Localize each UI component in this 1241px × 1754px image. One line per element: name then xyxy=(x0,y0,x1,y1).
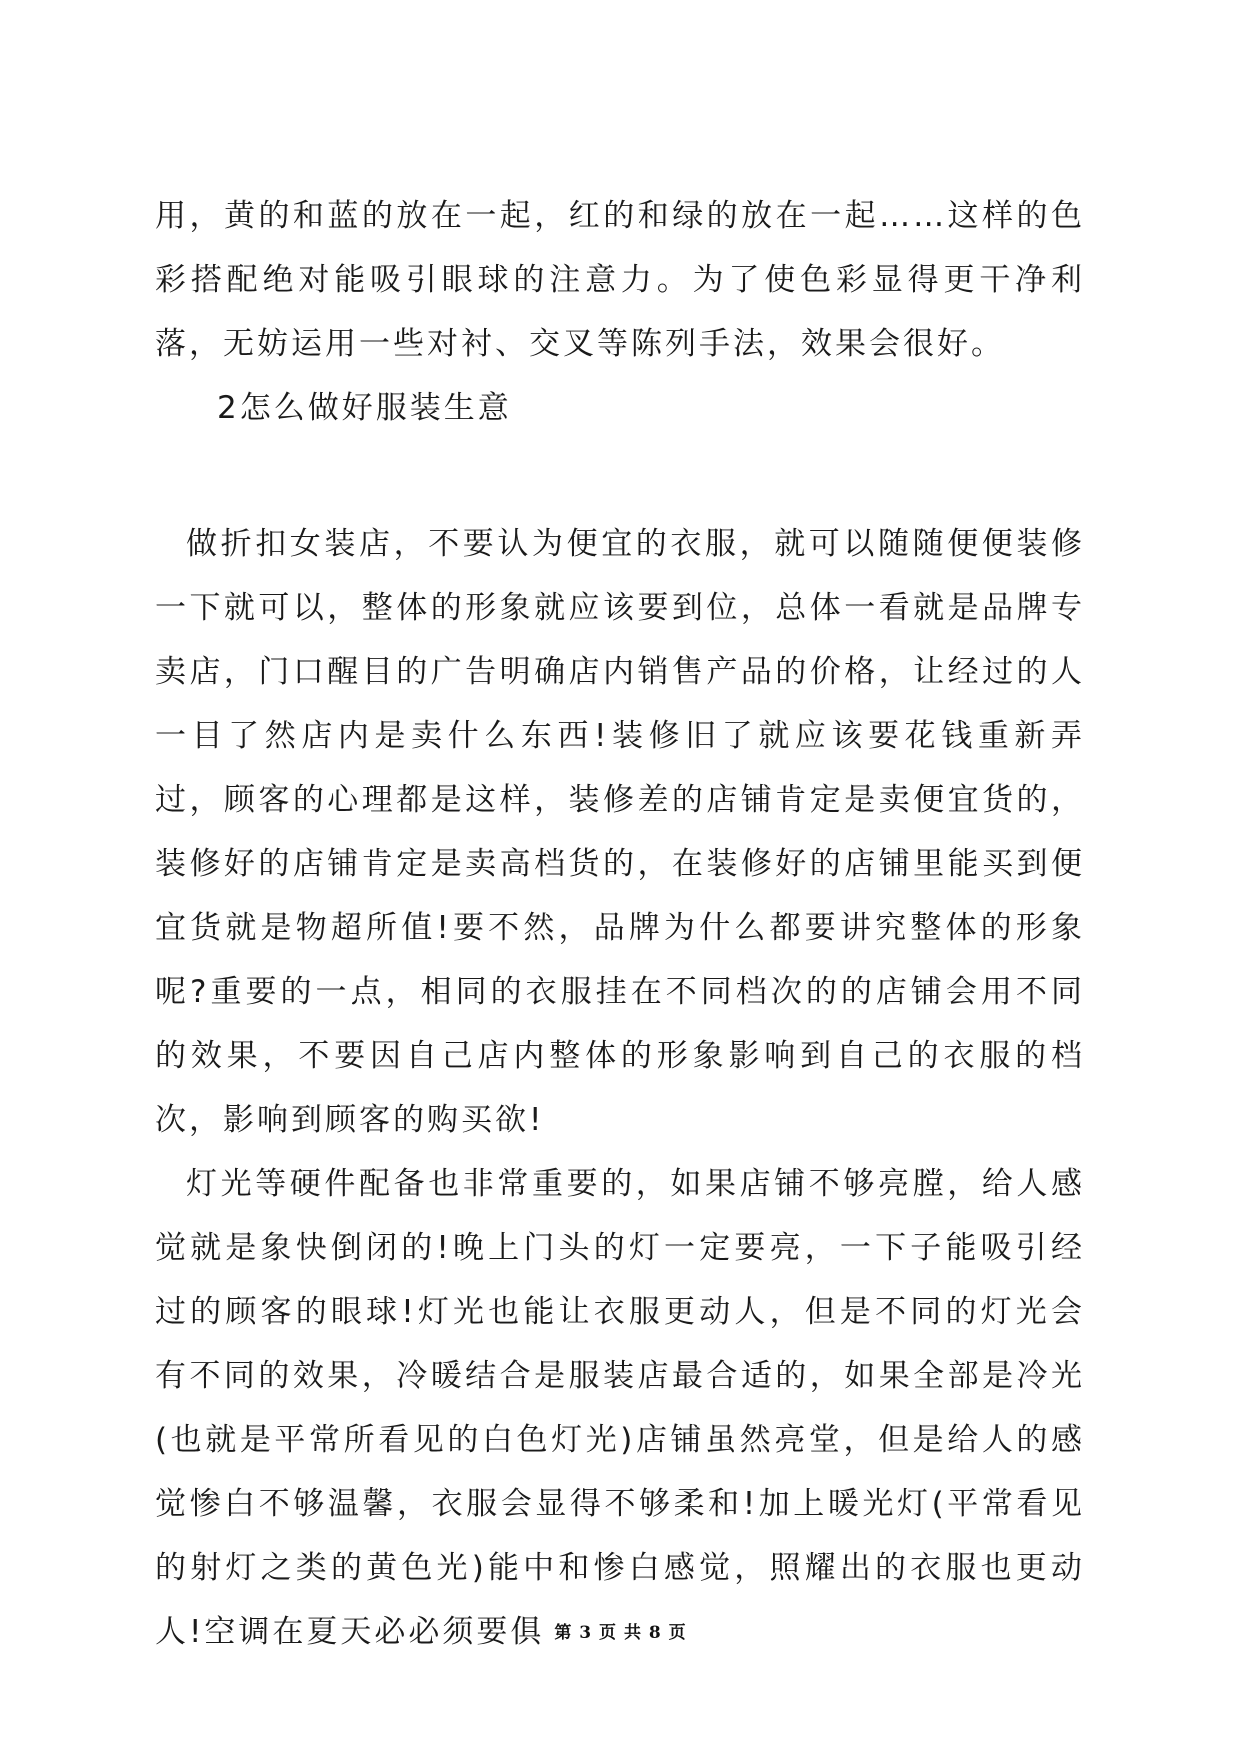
intro-paragraph: 用，黄的和蓝的放在一起，红的和绿的放在一起……这样的色彩搭配绝对能吸引眼球的注意力。为了使色彩显得更干净利落，无妨运用一些对衬、交叉等陈列手法，效果会很好。 xyxy=(155,198,1085,362)
section-heading: 2怎么做好服装生意 xyxy=(217,390,512,426)
page-number-footer: 第 3 页 共 8 页 xyxy=(554,1623,687,1643)
paragraph-storefront: 做折扣女装店，不要认为便宜的衣服，就可以随随便便装修一下就可以，整体的形象就应该要到位，总体一看就是品牌专卖店，门口醒目的广告明确店内销售产品的价格，让经过的人一目了然店内是卖什么东西!装修旧了就应该要花钱重新弄过，顾客的心理都是这样，装修差的店铺肯定是卖便宜货的，装修好的店铺肯定是卖高档货的，在装修好的店铺里能买到便宜货就是物超所值!要不然，品牌为什么都要讲究整体的形象呢?重要的一点，相同的衣服挂在不同档次的的店铺会用不同的效果，不要因自己店内整体的形象影响到自己的衣服的档次，影响到顾客的购买欲! xyxy=(155,526,1085,1138)
paragraph-lighting: 灯光等硬件配备也非常重要的，如果店铺不够亮膛，给人感觉就是象快倒闭的!晚上门头的灯一定要亮，一下子能吸引经过的顾客的眼球!灯光也能让衣服更动人，但是不同的灯光会有不同的效果，冷暖结合是服装店最合适的，如果全部是冷光(也就是平常所看见的白色灯光)店铺虽然亮堂，但是给人的感觉惨白不够温馨，衣服会显得不够柔和!加上暖光灯(平常看见的射灯之类的黄色光)能中和惨白感觉，照耀出的衣服也更动人!空调在夏天必必须要俱 xyxy=(155,1166,1085,1650)
document-body xyxy=(155,184,1085,1664)
